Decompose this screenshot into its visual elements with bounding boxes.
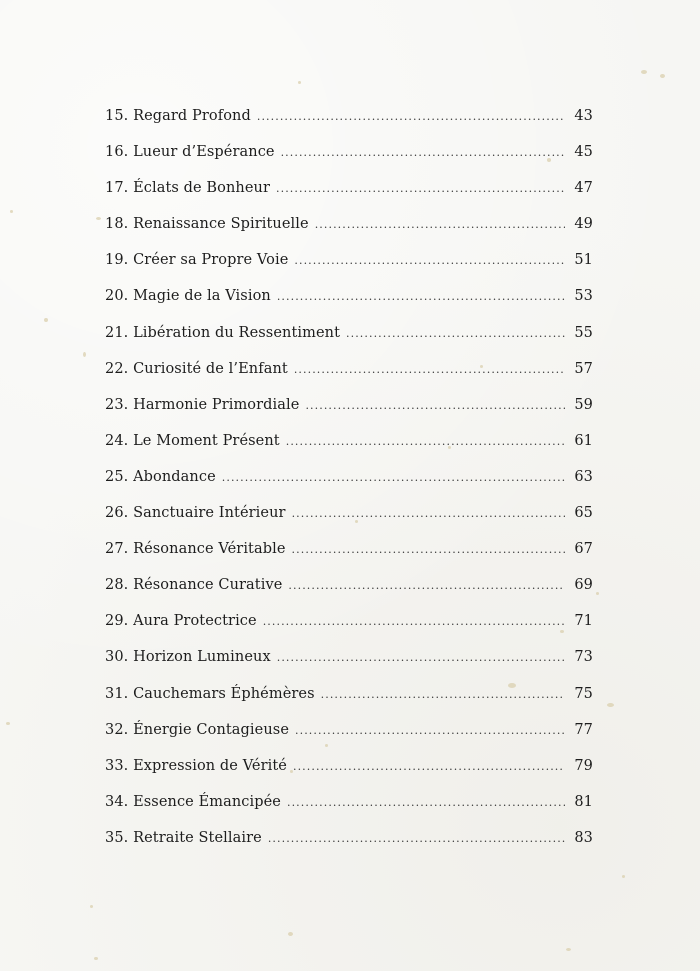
paper-speck: [6, 722, 10, 725]
toc-entry-title: 35. Retraite Stellaire: [105, 829, 262, 846]
toc-entry-title: 17. Éclats de Bonheur: [105, 180, 271, 197]
paper-speck: [10, 210, 13, 213]
dot-leader: [268, 832, 565, 845]
toc-entry-page: 55: [574, 324, 593, 341]
toc-entry-title: 18. Renaissance Spirituelle: [105, 216, 309, 233]
toc-entry-page: 75: [574, 685, 593, 702]
toc-entry-title: 31. Cauchemars Éphémères: [105, 685, 315, 702]
dot-leader: [263, 615, 565, 628]
toc-entry: [105, 325, 593, 361]
toc-entry: [105, 649, 593, 685]
toc-entry: [105, 541, 593, 577]
dot-leader: [294, 254, 565, 267]
toc-entry-page: 65: [574, 505, 593, 522]
paper-speck: [607, 703, 614, 707]
toc-entry: [105, 505, 593, 541]
dot-leader: [288, 579, 565, 592]
dot-leader: [281, 146, 565, 159]
toc-entry: [105, 469, 593, 505]
toc-entry-title: 28. Résonance Curative: [105, 577, 283, 594]
paper-speck: [90, 905, 93, 908]
dot-leader: [277, 290, 565, 303]
toc-entry-title: 15. Regard Profond: [105, 108, 251, 124]
toc-entry: [105, 144, 593, 180]
toc-entry: [105, 433, 593, 469]
dot-leader: [305, 399, 565, 412]
dot-leader: [287, 796, 565, 809]
toc-entry-title: 30. Horizon Lumineux: [105, 649, 271, 666]
dot-leader: [277, 651, 565, 664]
dot-leader: [292, 543, 565, 556]
paper-speck: [288, 932, 293, 936]
toc-entry: [105, 397, 593, 433]
toc-entry-title: 34. Essence Émancipée: [105, 793, 281, 810]
toc-entry-title: 29. Aura Protectrice: [105, 613, 257, 630]
dot-leader: [222, 471, 565, 484]
paper-speck: [596, 592, 599, 595]
toc-entry: [105, 686, 593, 722]
toc-entry: [105, 830, 593, 866]
toc-entry-title: 23. Harmonie Primordiale: [105, 396, 300, 413]
toc-entry-page: 81: [574, 793, 593, 810]
toc-entry: [105, 288, 593, 324]
toc-entry: [105, 108, 593, 144]
toc-entry-page: 77: [574, 721, 593, 738]
toc-entry: [105, 722, 593, 758]
toc-entry: [105, 180, 593, 216]
toc-entry: [105, 613, 593, 649]
toc-entry-title: 19. Créer sa Propre Voie: [105, 252, 289, 269]
toc-entry-page: 79: [574, 757, 593, 774]
dot-leader: [315, 218, 565, 231]
dot-leader: [294, 363, 565, 376]
toc-entry-page: 45: [574, 144, 593, 161]
paper-speck: [94, 957, 98, 960]
toc-entry: [105, 361, 593, 397]
toc-entry-page: 63: [574, 468, 593, 485]
paper-speck: [660, 74, 665, 78]
paper-speck: [44, 318, 48, 322]
toc-entry-title: 20. Magie de la Vision: [105, 288, 271, 305]
toc-entry-title: 26. Sanctuaire Intérieur: [105, 505, 286, 522]
paper-speck: [96, 217, 101, 220]
toc-entry-title: 24. Le Moment Présent: [105, 432, 280, 449]
toc-entry: [105, 252, 593, 288]
toc-entry-title: 32. Énergie Contagieuse: [105, 721, 290, 738]
paper-speck: [566, 948, 571, 951]
toc-entry-page: 71: [574, 613, 593, 630]
table-of-contents: [105, 108, 593, 866]
dot-leader: [276, 182, 565, 195]
toc-entry-page: 47: [574, 180, 593, 197]
toc-entry-page: 49: [574, 216, 593, 233]
toc-entry-title: 25. Abondance: [105, 468, 216, 485]
dot-leader: [292, 507, 565, 520]
paper-speck: [622, 875, 625, 878]
toc-entry: [105, 794, 593, 830]
paper-speck: [641, 70, 647, 74]
toc-entry-page: 67: [574, 541, 593, 558]
toc-entry-title: 22. Curiosité de l’Enfant: [105, 360, 288, 377]
dot-leader: [257, 110, 565, 123]
toc-entry-title: 21. Libération du Ressentiment: [105, 324, 341, 341]
toc-entry-page: 43: [574, 108, 593, 124]
toc-entry-title: 27. Résonance Véritable: [105, 541, 286, 558]
toc-entry: [105, 577, 593, 613]
paper-speck: [298, 81, 301, 84]
dot-leader: [346, 327, 565, 340]
toc-entry-page: 59: [574, 396, 593, 413]
toc-entry: [105, 216, 593, 252]
toc-entry-page: 61: [574, 432, 593, 449]
toc-entry-page: 69: [574, 577, 593, 594]
toc-entry-page: 53: [574, 288, 593, 305]
paper-speck: [83, 352, 86, 357]
toc-entry-title: 33. Expression de Vérité: [105, 757, 287, 774]
toc-entry-page: 57: [574, 360, 593, 377]
toc-entry-page: 51: [574, 252, 593, 269]
toc-entry-page: 83: [574, 829, 593, 846]
dot-leader: [295, 724, 565, 737]
dot-leader: [293, 760, 565, 773]
toc-entry-page: 73: [574, 649, 593, 666]
dot-leader: [286, 435, 565, 448]
toc-entry: [105, 758, 593, 794]
dot-leader: [321, 688, 565, 701]
toc-entry-title: 16. Lueur d’Espérance: [105, 144, 275, 161]
